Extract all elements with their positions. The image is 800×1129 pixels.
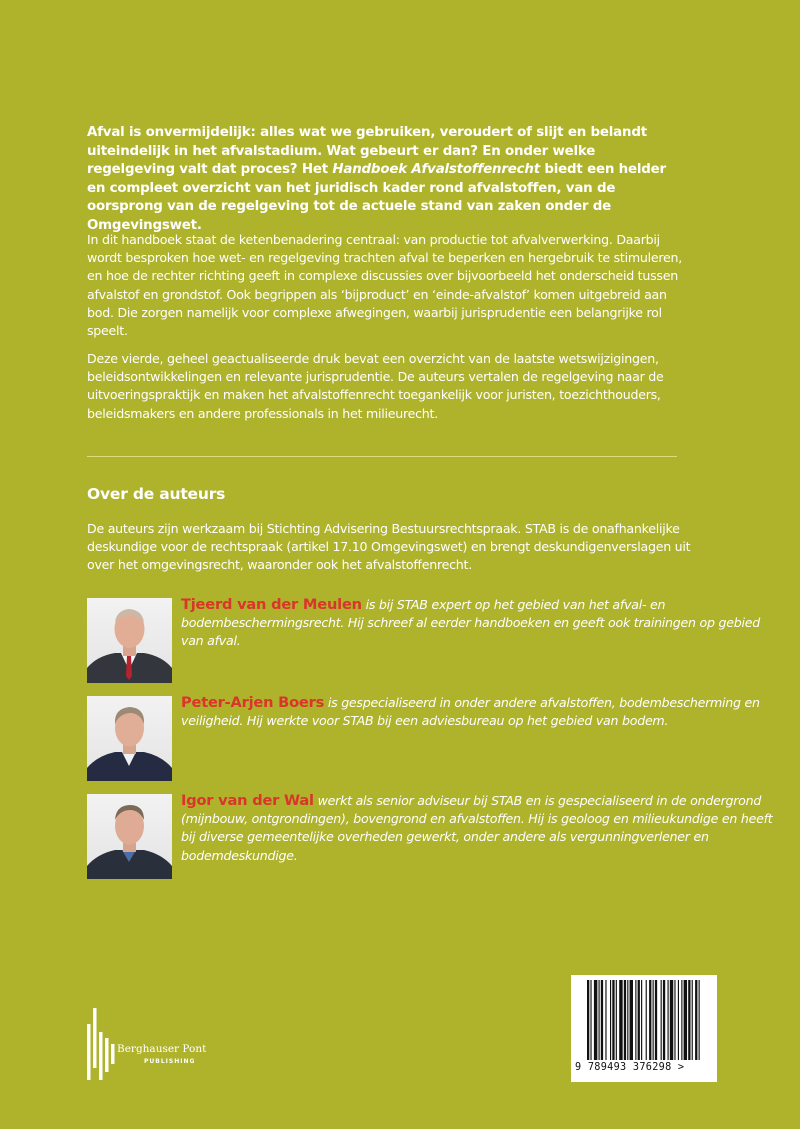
about-authors-text: De auteurs zijn werkzaam bij Stichting Advisering Bestuursrechtspraak. STAB is de onafhankelijke deskundige voor de rechtspraak (artikel 17.10 Omgevingswet) en brengt deskundigenverslagen uit over het omgevingsrecht, waaronder ook het afvalstoffenrecht. [87, 521, 691, 573]
intro-text [87, 124, 687, 235]
publisher-name: Berghauser Pont [117, 1043, 207, 1055]
isbn-number: 9 789493 376298 > [575, 1062, 685, 1073]
author-name: Peter-Arjen Boers [181, 694, 325, 711]
publisher-mark-icon [87, 1008, 115, 1080]
author-photo [87, 794, 172, 879]
author-name: Tjeerd van der Meulen [181, 596, 362, 613]
author-description: is bij STAB expert op het gebied van het afval- en bodembeschermingsrecht. Hij schreef al eerder handboeken en geeft ook trainingen op gebied van afval. [181, 597, 760, 649]
author-photo [87, 598, 172, 683]
author-photo [87, 696, 172, 781]
intro-text-pre: Afval is onvermijdelijk: alles wat we gebruiken, veroudert of slijt en belandt uiteindelijk in het afvalstadium. Wat gebeurt er dan? En onder welke regelgeving valt dat proces? Het [87, 125, 647, 177]
paragraph-fourth-edition: Deze vierde, geheel geactualiseerde druk bevat een overzicht van de laatste wetswijzigingen, beleidsontwikkelingen en relevante jurisprudentie. De auteurs vertalen de regelgeving naar de uitvoeringspraktijk en maken het afvalstoffenrecht toegankelijk voor juristen, toezichthouders, beleidsmakers en andere professionals in het milieurecht. [87, 351, 664, 421]
author-card [87, 694, 760, 786]
publisher-logo [87, 1008, 237, 1083]
author-description: is gespecialiseerd in onder andere afvalstoffen, bodembescherming en veiligheid. Hij werkte voor STAB bij een adviesbureau op het gebied van bodem. [181, 695, 760, 729]
book-title: Handboek Afvalstoffenrecht [332, 162, 540, 177]
barcode-bars [571, 975, 717, 1063]
author-card [87, 792, 773, 884]
author-bio [181, 694, 776, 730]
author-card [87, 596, 760, 688]
section-divider [87, 456, 677, 457]
author-name: Igor van der Wal [181, 792, 314, 809]
isbn-barcode [571, 975, 717, 1082]
author-bio [181, 792, 776, 865]
about-authors-heading: Over de auteurs [87, 485, 226, 503]
intro-text-post: biedt een helder en compleet overzicht van het juridisch kader rond afvalstoffen, van de oorsprong van de regelgeving tot de actuele stand van zaken onder de Omgevingswet. [87, 162, 666, 233]
author-description: werkt als senior adviseur bij STAB en is gespecialiseerd in de ondergrond (mijnbouw, ontgrondingen), bovengrond en afvalstoffen. Hij is geoloog en milieukundige en heeft bij diverse gemeentelijke overheden gewerkt, onder andere als vergunningverlener en bodemdeskundige. [181, 793, 773, 863]
publisher-subtitle: PUBLISHING [144, 1058, 196, 1065]
paragraph-chain-approach: In dit handboek staat de ketenbenadering centraal: van productie tot afvalverwerking. Daarbij wordt besproken hoe wet- en regelgeving trachten afval te beperken en hergebruik te stimuleren, en hoe de rechter richting geeft in complexe discussies over bijvoorbeeld het onderscheid tussen afvalstof en grondstof. Ook begrippen als ‘bijproduct’ en ‘einde-afvalstof’ komen uitgebreid aan bod. Die zorgen namelijk voor complexe afwegingen, waarbij jurisprudentie een belangrijke rol speelt. [87, 232, 682, 339]
author-bio [181, 596, 776, 651]
